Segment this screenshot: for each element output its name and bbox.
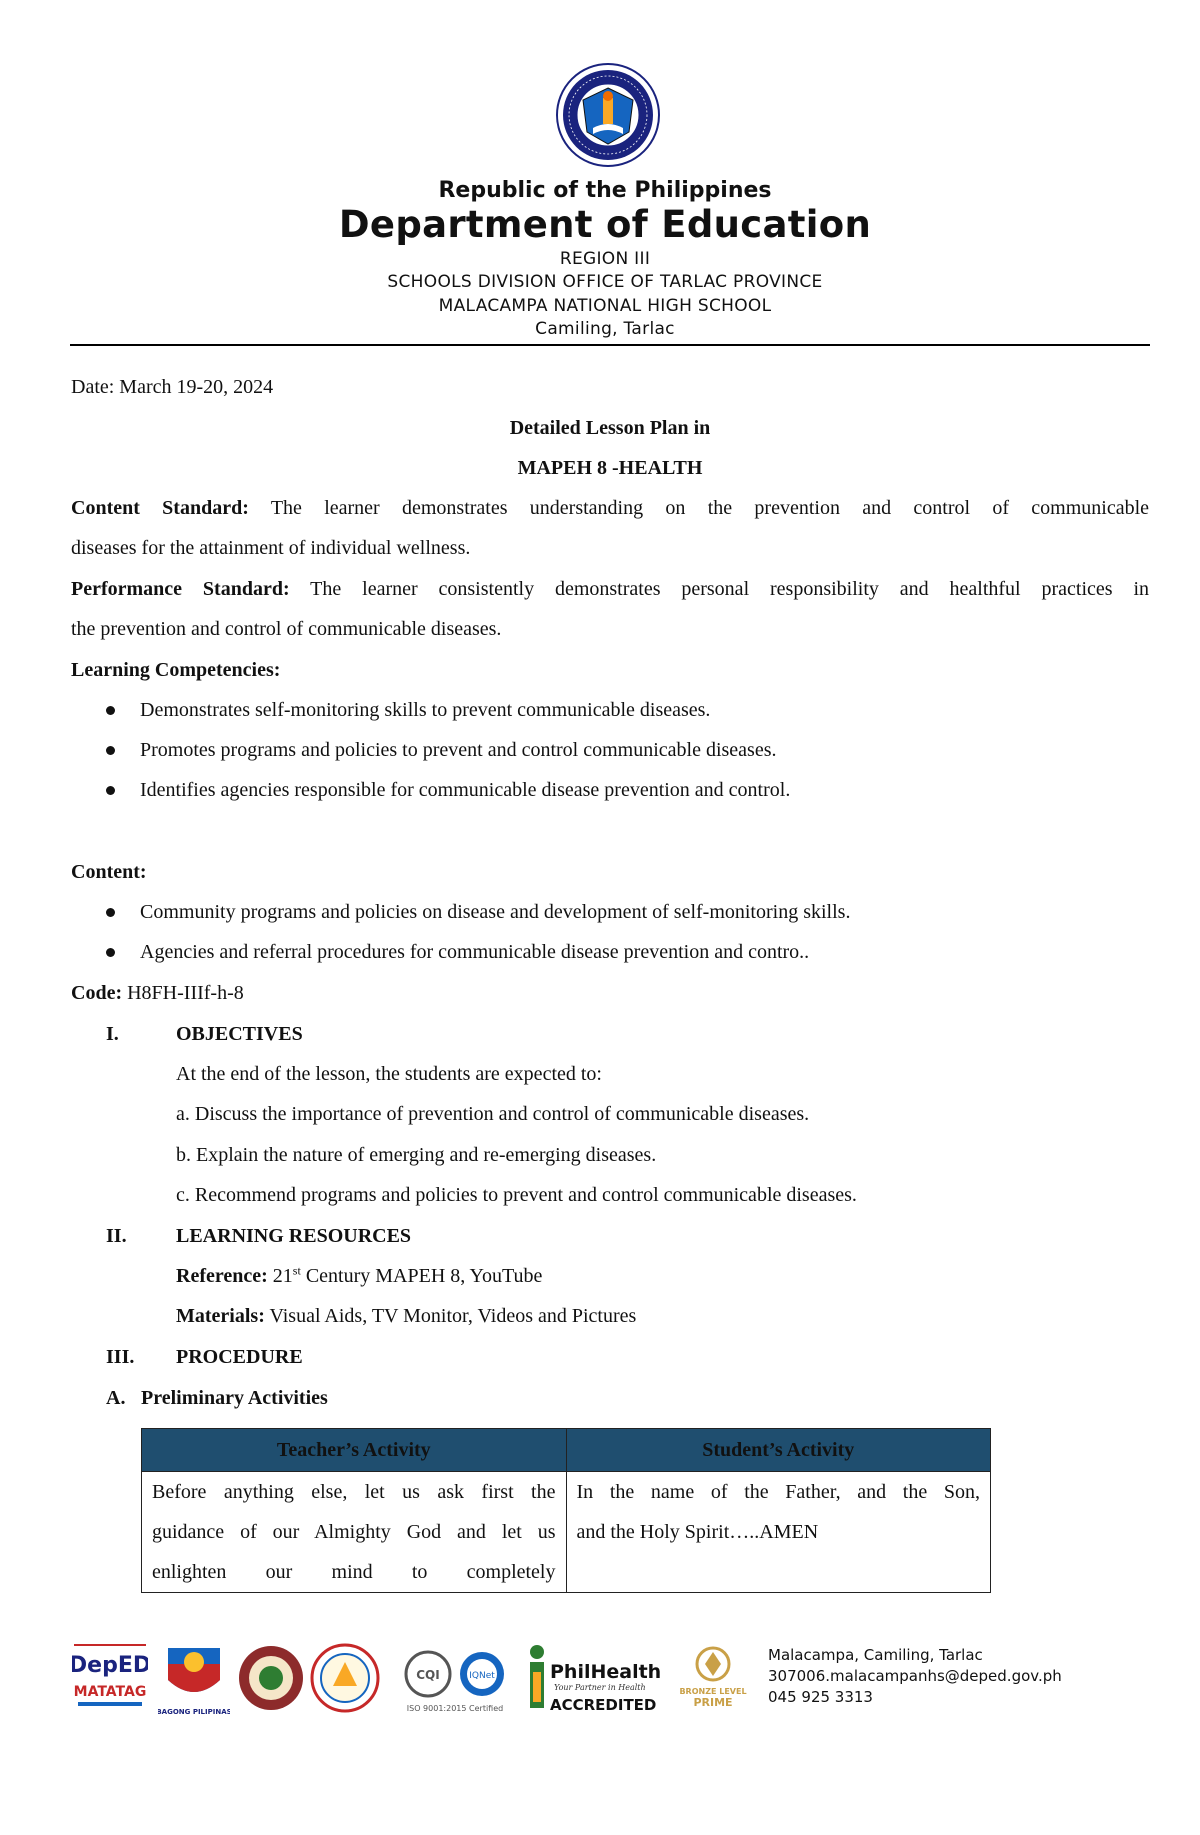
performance-standard-cont: the prevention and control of communicable diseases.	[71, 618, 502, 640]
competency-item: Identifies agencies responsible for communicable disease prevention and control.	[140, 779, 791, 801]
svg-text:ACCREDITED: ACCREDITED	[550, 1696, 657, 1714]
svg-text:Your Partner in Health: Your Partner in Health	[554, 1683, 646, 1692]
svg-text:DepED: DepED	[72, 1653, 148, 1678]
code-label: Code:	[71, 982, 123, 1004]
iso-caption: ISO 9001:2015 Certified	[406, 1704, 504, 1713]
bullet-icon	[106, 908, 115, 917]
reference-text: Century MAPEH 8, YouTube	[305, 1265, 543, 1287]
svg-text:MATATAG: MATATAG	[73, 1684, 147, 1700]
table-header-student: Student’s Activity	[566, 1429, 991, 1472]
student-line: In the name of the Father, and the Son,	[576, 1481, 980, 1503]
bullet-icon	[106, 706, 115, 715]
teacher-line: enlighten our mind to completely	[152, 1561, 556, 1583]
performance-standard-label: Performance Standard:	[71, 578, 290, 600]
content-item: Agencies and referral procedures for communicable disease prevention and contro..	[140, 941, 810, 963]
table-row	[142, 1472, 991, 1593]
bullet-icon	[106, 948, 115, 957]
reference-number: 21	[272, 1265, 293, 1287]
performance-standard	[71, 569, 1149, 609]
school-line: MALACAMPA NATIONAL HIGH SCHOOL	[438, 296, 772, 316]
performance-standard-text: The learner consistently demonstrates personal responsibility and healthful practices in	[310, 578, 1150, 600]
objective-item: a. Discuss the importance of prevention and control of communicable diseases.	[176, 1103, 810, 1125]
preliminary-heading: Preliminary Activities	[141, 1387, 328, 1409]
objective-item: c. Recommend programs and policies to prevent and control communicable diseases.	[176, 1184, 857, 1206]
reference-line	[176, 1256, 542, 1296]
school-seal-logo	[236, 1640, 306, 1720]
department-heading: Department of Education	[338, 203, 872, 246]
svg-text:IQNet: IQNet	[469, 1671, 495, 1681]
division-seal-logo	[308, 1640, 382, 1720]
bullet-icon	[106, 786, 115, 795]
bagong-pilipinas-logo	[158, 1640, 230, 1720]
materials-line	[176, 1296, 636, 1336]
content-standard-cont: diseases for the attainment of individual wellness.	[71, 537, 471, 559]
svg-text:PRIME: PRIME	[693, 1696, 733, 1709]
content-standard-label: Content Standard:	[71, 497, 249, 519]
competencies-label: Learning Competencies:	[71, 659, 281, 681]
materials-label: Materials:	[176, 1305, 265, 1327]
resources-heading: LEARNING RESOURCES	[176, 1225, 412, 1247]
objective-item: b. Explain the nature of emerging and re-emerging diseases.	[176, 1144, 657, 1166]
svg-text:BRONZE LEVEL: BRONZE LEVEL	[679, 1687, 747, 1696]
svg-text:BAGONG PILIPINAS: BAGONG PILIPINAS	[158, 1708, 230, 1716]
section-number: II.	[106, 1225, 127, 1247]
content-label: Content:	[71, 861, 147, 883]
header-divider	[70, 344, 1150, 346]
teacher-line: guidance of our Almighty God and let us	[152, 1521, 556, 1543]
content-standard-text: The learner demonstrates understanding on the prevention and control of communicable	[270, 497, 1150, 519]
region-line: REGION III	[559, 249, 651, 269]
materials-value: Visual Aids, TV Monitor, Videos and Pictures	[269, 1305, 637, 1327]
section-number: III.	[106, 1346, 135, 1368]
bullet-icon	[106, 746, 115, 755]
bronze-prime-logo	[678, 1640, 748, 1720]
division-line: SCHOOLS DIVISION OFFICE OF TARLAC PROVINCE	[387, 272, 823, 292]
competency-item: Demonstrates self-monitoring skills to prevent communicable diseases.	[140, 699, 711, 721]
footer-address: Malacampa, Camiling, Tarlac	[768, 1646, 983, 1664]
town-line: Camiling, Tarlac	[535, 319, 675, 339]
deped-matatag-logo	[72, 1640, 148, 1720]
deped-seal-logo	[555, 62, 661, 168]
student-activity-cell	[566, 1472, 991, 1593]
iso-certified-logo	[400, 1640, 510, 1720]
teacher-activity-cell	[142, 1472, 567, 1593]
lesson-date: Date: March 19-20, 2024	[71, 376, 274, 398]
table-header-teacher: Teacher’s Activity	[142, 1429, 567, 1472]
objectives-intro: At the end of the lesson, the students are expected to:	[176, 1063, 602, 1085]
republic-heading: Republic of the Philippines	[438, 178, 772, 203]
footer-email[interactable]: 307006.malacampanhs@deped.gov.ph	[768, 1667, 1062, 1685]
philhealth-accredited-logo	[526, 1640, 660, 1720]
lesson-subject: MAPEH 8 -HEALTH	[517, 457, 703, 479]
objectives-heading: OBJECTIVES	[176, 1023, 303, 1045]
code-value: H8FH-IIIf-h-8	[127, 982, 244, 1004]
subsection-letter: A.	[106, 1387, 126, 1409]
procedure-heading: PROCEDURE	[176, 1346, 303, 1368]
content-standard	[71, 488, 1149, 528]
competency-item: Promotes programs and policies to prevent and control communicable diseases.	[140, 739, 777, 761]
reference-label: Reference:	[176, 1265, 268, 1287]
reference-suffix: st	[292, 1263, 301, 1278]
svg-text:CQI: CQI	[416, 1668, 440, 1682]
table-header-row	[142, 1429, 991, 1472]
lesson-title: Detailed Lesson Plan in	[509, 417, 711, 439]
lesson-code	[71, 973, 244, 1013]
footer-phone: 045 925 3313	[768, 1688, 873, 1706]
teacher-line: Before anything else, let us ask first the	[152, 1481, 556, 1503]
activity-table	[141, 1428, 991, 1593]
svg-text:PhilHealth: PhilHealth	[550, 1661, 660, 1683]
student-line: and the Holy Spirit…..AMEN	[576, 1521, 819, 1543]
content-item: Community programs and policies on disease and development of self-monitoring skills.	[140, 901, 851, 923]
section-number: I.	[106, 1023, 119, 1045]
